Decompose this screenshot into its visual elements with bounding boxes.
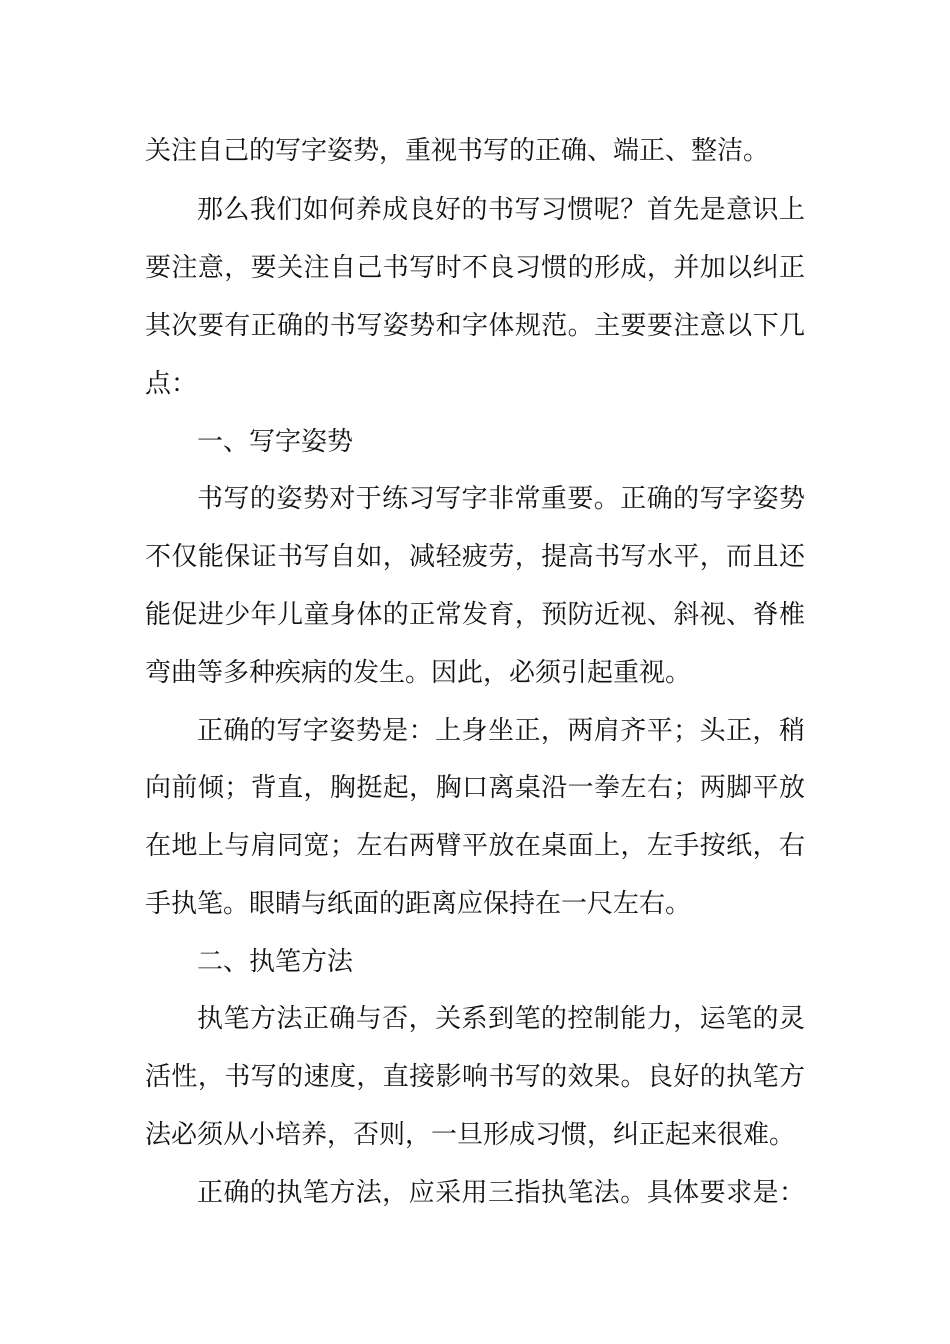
text-line: 正确的执笔方法，应采用三指执笔法。具体要求是： bbox=[197, 1178, 805, 1208]
text-line: 执笔方法正确与否，关系到笔的控制能力，运笔的灵 bbox=[197, 1004, 805, 1034]
text-line: 能促进少年儿童身体的正常发育，预防近视、斜视、脊椎 bbox=[145, 600, 805, 630]
text-line: 要注意，要关注自己书写时不良习惯的形成，并加以纠正 bbox=[145, 253, 805, 283]
text-line: 书写的姿势对于练习写字非常重要。正确的写字姿势 bbox=[197, 484, 805, 514]
text-line: 那么我们如何养成良好的书写习惯呢？首先是意识上 bbox=[197, 195, 805, 225]
text-line: 关注自己的写字姿势，重视书写的正确、端正、整洁。 bbox=[145, 136, 770, 166]
text-line: 不仅能保证书写自如，减轻疲劳，提高书写水平，而且还 bbox=[145, 542, 805, 572]
text-line: 法必须从小培养，否则，一旦形成习惯，纠正起来很难。 bbox=[145, 1120, 796, 1150]
text-line: 向前倾；背直，胸挺起，胸口离桌沿一拳左右；两脚平放 bbox=[145, 773, 805, 803]
section-heading: 二、执笔方法 bbox=[197, 947, 354, 977]
text-line: 活性，书写的速度，直接影响书写的效果。良好的执笔方 bbox=[145, 1062, 805, 1092]
text-line: 其次要有正确的书写姿势和字体规范。主要要注意以下几 bbox=[145, 311, 805, 341]
text-line: 在地上与肩同宽；左右两臂平放在桌面上，左手按纸，右 bbox=[145, 831, 805, 861]
text-line: 正确的写字姿势是：上身坐正，两肩齐平；头正，稍 bbox=[197, 716, 805, 746]
section-heading: 一、写字姿势 bbox=[197, 427, 354, 457]
text-line: 弯曲等多种疾病的发生。因此，必须引起重视。 bbox=[145, 658, 692, 688]
text-line: 点： bbox=[145, 369, 198, 399]
text-line: 手执笔。眼睛与纸面的距离应保持在一尺左右。 bbox=[145, 889, 692, 919]
